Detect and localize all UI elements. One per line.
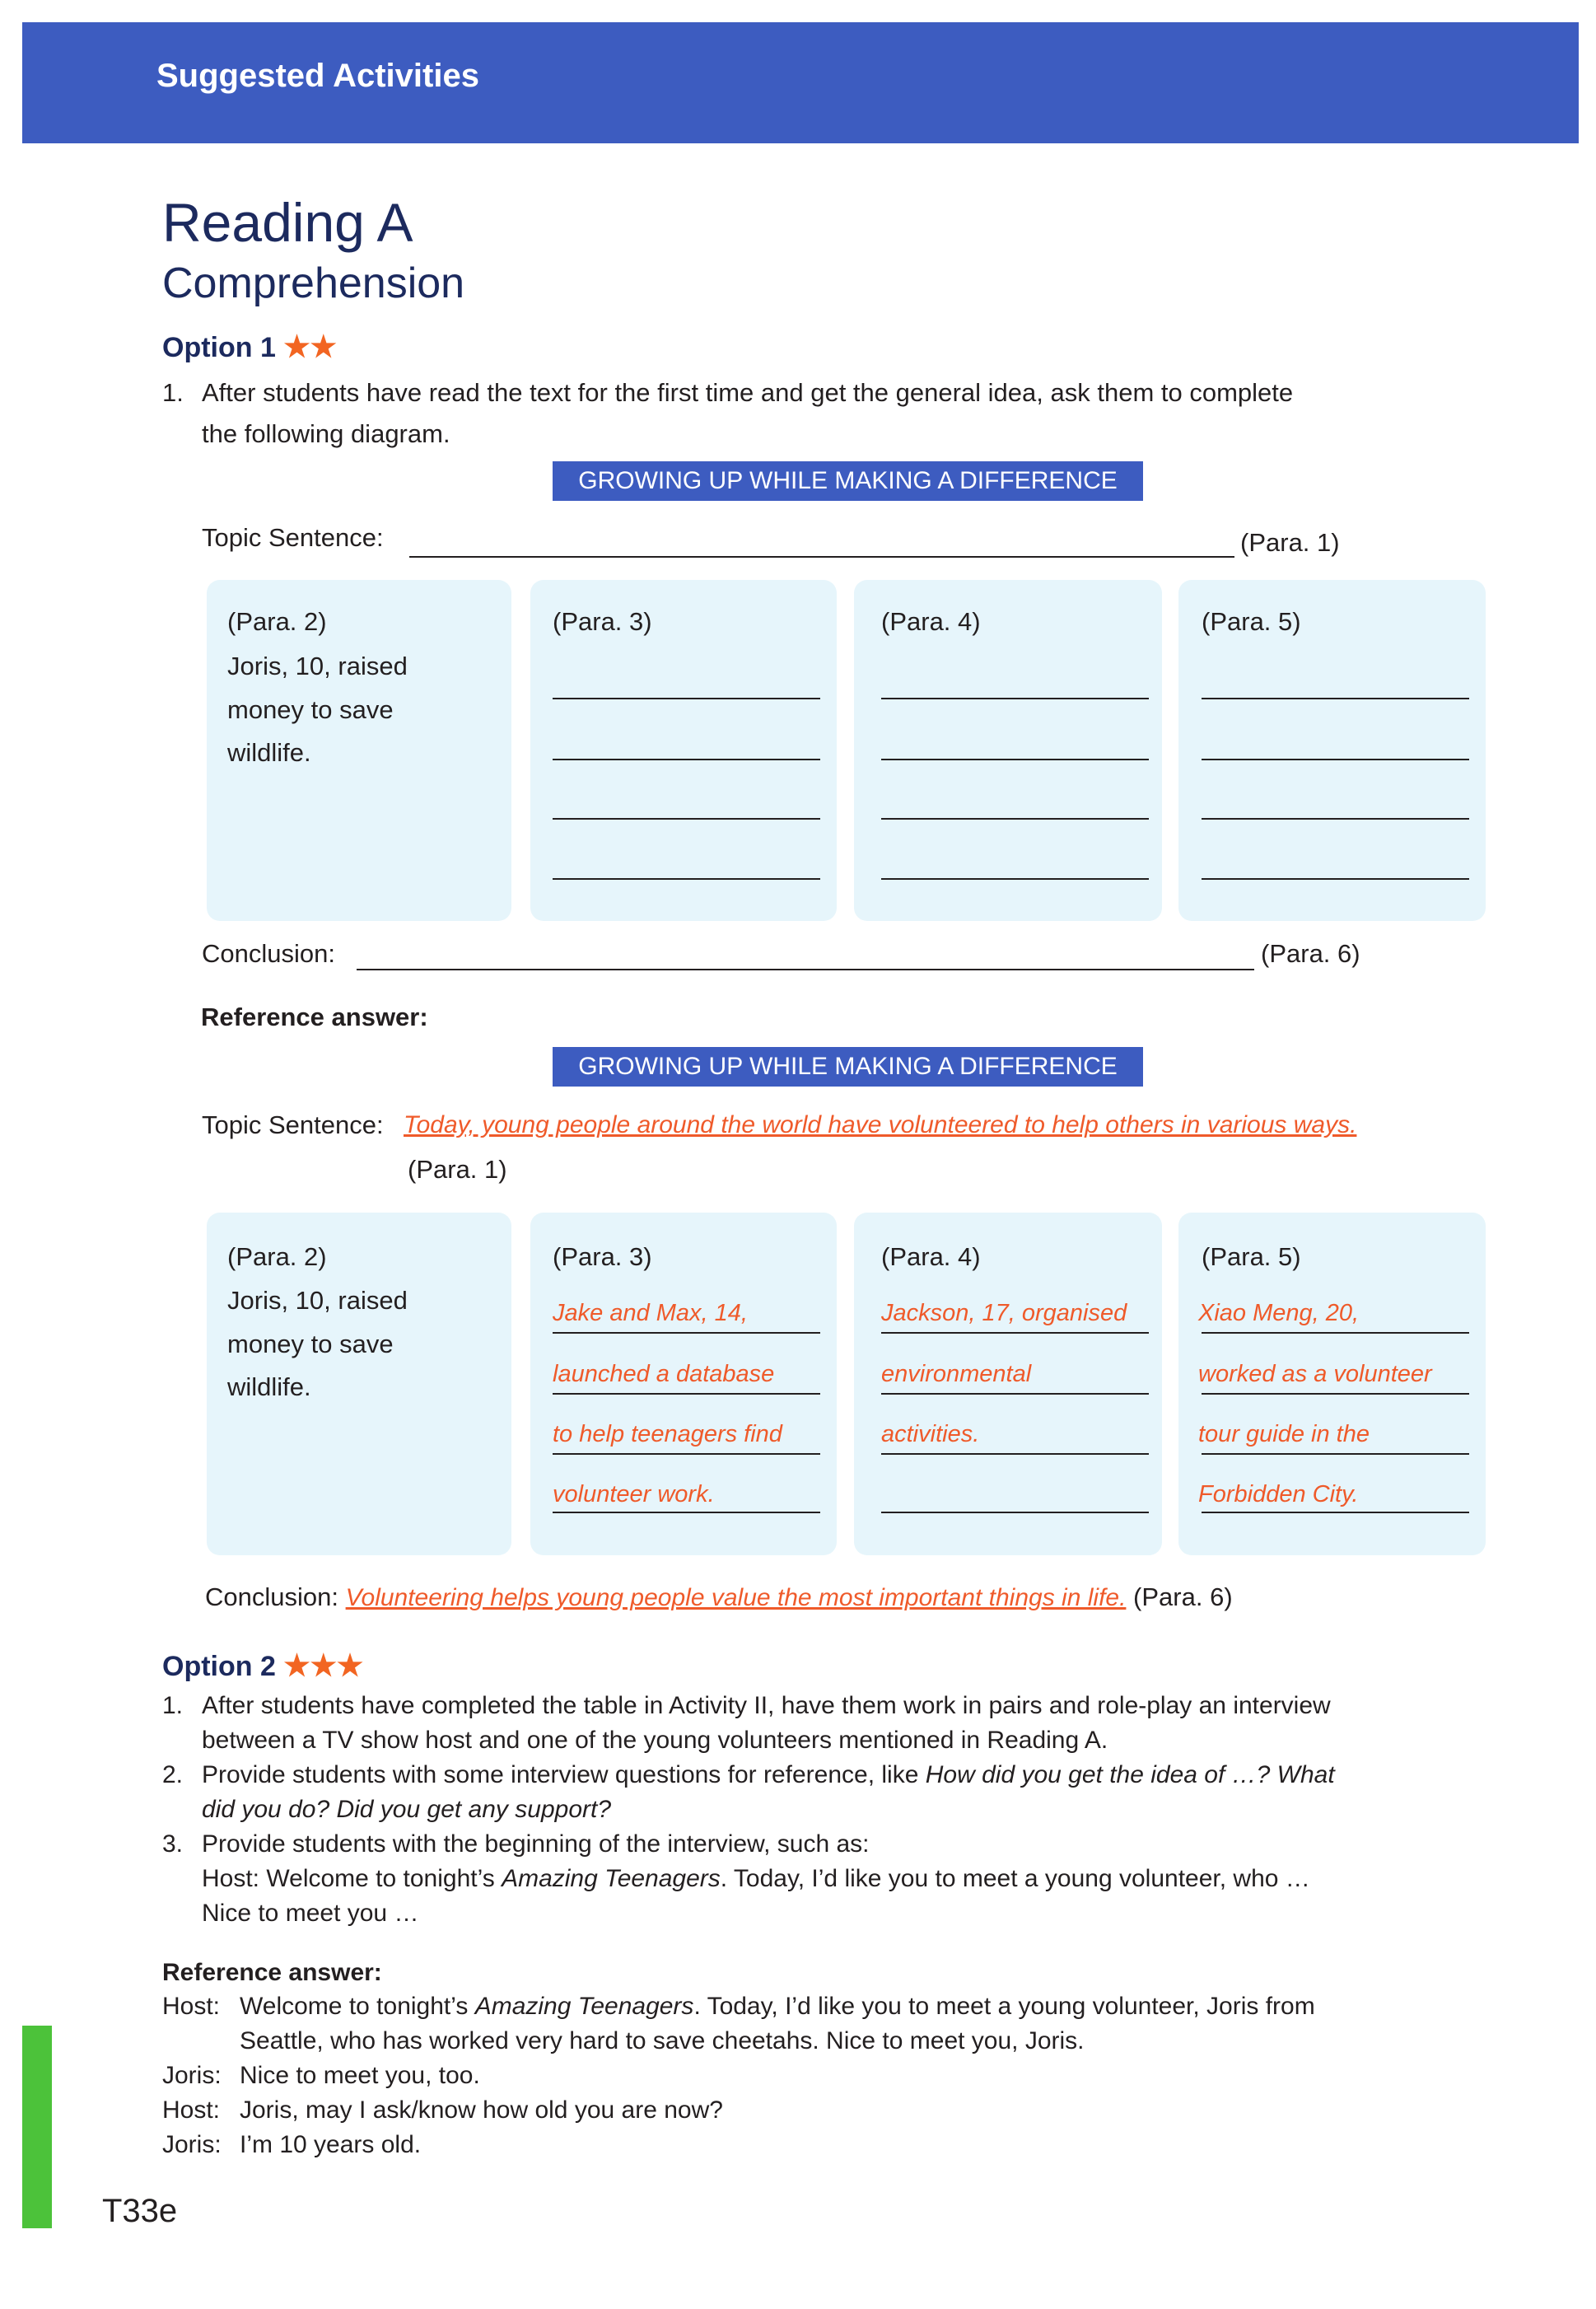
answer-text: Jackson, 17, organised [881, 1300, 1127, 1326]
diagram-title: GROWING UP WHILE MAKING A DIFFERENCE [553, 461, 1143, 501]
box-text: wildlife. [227, 738, 311, 767]
star-icon: ★★★ [283, 1648, 364, 1682]
example-question: How did you get the idea of …? What [925, 1761, 1335, 1788]
answer-text: activities. [881, 1421, 980, 1447]
topic-sentence-answer: Today, young people around the world have volunteered to help others in various ways. [404, 1111, 1357, 1138]
para-label: (Para. 5) [1202, 1242, 1301, 1271]
para-ref: (Para. 1) [1240, 528, 1340, 557]
option2-list [162, 1689, 1335, 1931]
item-number: 1. [162, 378, 184, 407]
text: Seattle, who has worked very hard to save cheetahs. Nice to meet you, Joris. [240, 2027, 1085, 2054]
blank-line [1202, 698, 1469, 699]
example-question: did you do? Did you get any support? [202, 1796, 612, 1823]
answer-text: Xiao Meng, 20, [1198, 1300, 1360, 1326]
para-label: (Para. 2) [227, 1242, 327, 1271]
answer-box-para2 [207, 1213, 511, 1555]
list-item [162, 1689, 1335, 1758]
para-ref: (Para. 6) [1133, 1582, 1233, 1611]
answer-line [881, 1512, 1149, 1513]
box-text: money to save [227, 1330, 394, 1358]
blank-line [881, 818, 1149, 820]
blank-line [553, 878, 820, 880]
answer-text: Jake and Max, 14, [553, 1300, 748, 1326]
answer-line [553, 1512, 820, 1513]
answer-line [553, 1453, 820, 1455]
answer-text: worked as a volunteer [1198, 1361, 1432, 1387]
conclusion-label: Conclusion: [202, 939, 335, 968]
para-label: (Para. 2) [227, 607, 327, 636]
blank-line [1202, 759, 1469, 760]
box-text: wildlife. [227, 1372, 311, 1401]
page-subheading: Comprehension [162, 259, 465, 307]
answer-text: launched a database [553, 1361, 775, 1387]
text: I’m 10 years old. [240, 2131, 422, 2158]
box-text: Joris, 10, raised [227, 652, 408, 680]
star-icon: ★★ [283, 330, 337, 363]
blank-line [881, 759, 1149, 760]
dialogue-line [162, 1989, 1315, 2059]
option-2-heading [162, 1648, 363, 1683]
reference-answer-label: Reference answer: [201, 1003, 428, 1031]
text: . Today, I’d like you to meet a young volunteer, Joris from [693, 1993, 1315, 2020]
answer-box-para4 [854, 1213, 1162, 1555]
dialogue-line [162, 2128, 1315, 2162]
blank-line [357, 969, 1254, 970]
box-text: money to save [227, 695, 394, 724]
conclusion-row [205, 1580, 1233, 1615]
dialogue-line [162, 2059, 1315, 2093]
answer-line [553, 1393, 820, 1395]
answer-line [1202, 1332, 1469, 1334]
conclusion-answer: Volunteering helps young people value the most important things in life. [345, 1584, 1127, 1611]
show-title: Amazing Teenagers [474, 1993, 694, 2020]
diagram-box-para4 [854, 580, 1162, 921]
dialogue [162, 1989, 1315, 2162]
page-number: T33e [102, 2193, 178, 2229]
item-number: 3. [162, 1830, 184, 1858]
answer-box-para3 [530, 1213, 837, 1555]
dialogue-line [162, 2093, 1315, 2128]
text: Provide students with some interview questions for reference, like [202, 1761, 926, 1788]
box-text: Joris, 10, raised [227, 1286, 408, 1315]
option-label: Option 2 [162, 1651, 276, 1682]
answer-line [1202, 1512, 1469, 1513]
answer-line [1202, 1393, 1469, 1395]
para-label: (Para. 3) [553, 1242, 652, 1271]
list-item [162, 1827, 1335, 1931]
reference-answer-label: Reference answer: [162, 1959, 382, 1986]
answer-line [1202, 1453, 1469, 1455]
para-label: (Para. 5) [1202, 607, 1301, 636]
answer-line [881, 1332, 1149, 1334]
speaker: Host: [162, 1993, 221, 2020]
diagram-box-para2 [207, 580, 511, 921]
answer-text: environmental [881, 1361, 1032, 1387]
para-label: (Para. 4) [881, 607, 981, 636]
diagram-box-para5 [1178, 580, 1486, 921]
item-number: 1. [162, 1692, 184, 1719]
option-label: Option 1 [162, 332, 276, 363]
item-number: 2. [162, 1761, 184, 1788]
blank-line [553, 698, 820, 699]
blank-line [1202, 878, 1469, 880]
blank-line [881, 698, 1149, 699]
text: . Today, I’d like you to meet a young volunteer, who … [720, 1865, 1310, 1892]
topic-sentence-label: Topic Sentence: [202, 1110, 384, 1139]
list-item [162, 1758, 1335, 1827]
blank-line [881, 878, 1149, 880]
topic-sentence-label: Topic Sentence: [202, 523, 384, 552]
answer-line [881, 1453, 1149, 1455]
item-text [202, 1758, 1335, 1793]
item-text: between a TV show host and one of the young volunteers mentioned in Reading A. [202, 1727, 1108, 1754]
answer-text: Forbidden City. [1198, 1481, 1359, 1507]
instruction-line: After students have read the text for the first time and get the general idea, ask them to complete [202, 378, 1294, 407]
blank-line [553, 818, 820, 820]
section-title: Suggested Activities [156, 58, 479, 94]
item-text: After students have completed the table in Activity II, have them work in pairs and role-play an interview [202, 1692, 1331, 1719]
speaker: Host: [162, 2096, 221, 2124]
para-ref: (Para. 6) [1261, 939, 1360, 968]
speaker: Joris: [162, 2062, 222, 2089]
blank-line [553, 759, 820, 760]
blank-line [409, 556, 1234, 558]
item-text: Nice to meet you … [202, 1900, 419, 1927]
speaker: Joris: [162, 2131, 222, 2158]
diagram-box-para3 [530, 580, 837, 921]
text: Joris, may I ask/know how old you are now? [240, 2096, 723, 2124]
answer-line [881, 1393, 1149, 1395]
text: Welcome to tonight’s [240, 1993, 475, 2020]
para-label: (Para. 3) [553, 607, 652, 636]
para-label: (Para. 4) [881, 1242, 981, 1271]
para-ref: (Para. 1) [408, 1155, 507, 1184]
show-title: Amazing Teenagers [502, 1865, 721, 1892]
item-text [202, 1862, 1335, 1896]
text: Host: Welcome to tonight’s [202, 1865, 502, 1892]
page-edge-tab [22, 2026, 52, 2228]
diagram-title: GROWING UP WHILE MAKING A DIFFERENCE [553, 1047, 1143, 1087]
answer-text: tour guide in the [1198, 1421, 1370, 1447]
instruction-line: the following diagram. [202, 419, 450, 448]
answer-line [553, 1332, 820, 1334]
answer-text: to help teenagers find [553, 1421, 782, 1447]
item-text: Provide students with the beginning of the interview, such as: [202, 1830, 870, 1858]
page-heading: Reading A [162, 192, 413, 253]
conclusion-label: Conclusion: [205, 1582, 338, 1611]
blank-line [1202, 818, 1469, 820]
answer-text: volunteer work. [553, 1481, 715, 1507]
answer-box-para5 [1178, 1213, 1486, 1555]
option-1-heading [162, 330, 337, 364]
text: Nice to meet you, too. [240, 2062, 480, 2089]
